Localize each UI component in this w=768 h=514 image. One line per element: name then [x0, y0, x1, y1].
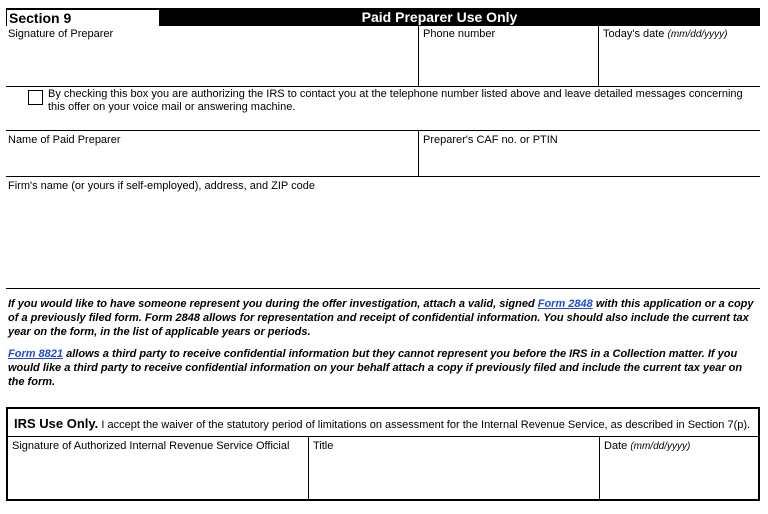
divider [599, 436, 600, 499]
firm-name-label: Firm's name (or yours if self-employed), address, and ZIP code [8, 180, 315, 192]
form-8821-note: Form 8821 allows a third party to receive confidential information but they cannot represent you before the IRS in a Collection matter. If you would like a third party to receive confidential information on your behalf attach a copy if previously filed and include the current tax year on the form. [8, 348, 743, 388]
divider [6, 176, 760, 177]
irs-date-label: Date (mm/dd/yyyy) [604, 440, 691, 452]
section-label-box [7, 8, 159, 26]
form-2848-link[interactable]: Form 2848 [537, 298, 593, 310]
phone-number-field[interactable] [422, 42, 594, 84]
signature-of-preparer-field[interactable] [8, 42, 416, 84]
firm-name-field[interactable] [8, 194, 758, 286]
form-8821-link[interactable]: Form 8821 [8, 348, 64, 360]
irs-title-field[interactable] [312, 454, 596, 498]
authorize-contact-text: By checking this box you are authorizing the IRS to contact you at the telephone number listed above and leave detailed messages concerning this offer on your voice mail or answering machine. [48, 88, 743, 113]
section-title: Paid Preparer Use Only [361, 9, 518, 25]
section-header-bar [6, 8, 760, 26]
divider [8, 436, 758, 437]
divider [6, 288, 760, 289]
authorize-contact-checkbox[interactable] [28, 90, 43, 105]
divider [418, 130, 419, 176]
divider [308, 436, 309, 499]
date-format-hint: (mm/dd/yyyy) [667, 29, 728, 40]
name-of-paid-preparer-label: Name of Paid Preparer [8, 134, 121, 146]
name-of-paid-preparer-field[interactable] [8, 148, 416, 174]
divider [6, 86, 760, 87]
section-label: Section 9 [9, 10, 72, 26]
irs-signature-label: Signature of Authorized Internal Revenue Service Official [12, 440, 290, 452]
caf-ptin-label: Preparer's CAF no. or PTIN [423, 134, 558, 146]
divider [6, 130, 760, 131]
irs-date-format-hint: (mm/dd/yyyy) [630, 441, 691, 452]
irs-waiver-statement: IRS Use Only. I accept the waiver of the statutory period of limitations on assessment for the Internal Revenue Service, as described in Section 7(p). [14, 416, 751, 431]
divider [598, 26, 599, 86]
irs-date-field[interactable] [603, 454, 757, 498]
divider [418, 26, 419, 86]
todays-date-label: Today's date (mm/dd/yyyy) [603, 28, 728, 40]
phone-number-label: Phone number [423, 28, 496, 40]
signature-of-preparer-label: Signature of Preparer [8, 28, 114, 40]
form-2848-note: If you would like to have someone represent you during the offer investigation, attach a valid, signed Form 2848 with this application or a copy of a previously filed form. Form 2848 allows for representation and receipt of confidential information. You should also include the current tax year on the form, in the list of applicable years or periods. [8, 298, 754, 338]
irs-signature-field[interactable] [10, 454, 306, 498]
todays-date-field[interactable] [602, 42, 758, 84]
irs-use-heading: IRS Use Only. [14, 416, 99, 431]
caf-ptin-field[interactable] [422, 148, 758, 174]
irs-title-label: Title [313, 440, 334, 452]
